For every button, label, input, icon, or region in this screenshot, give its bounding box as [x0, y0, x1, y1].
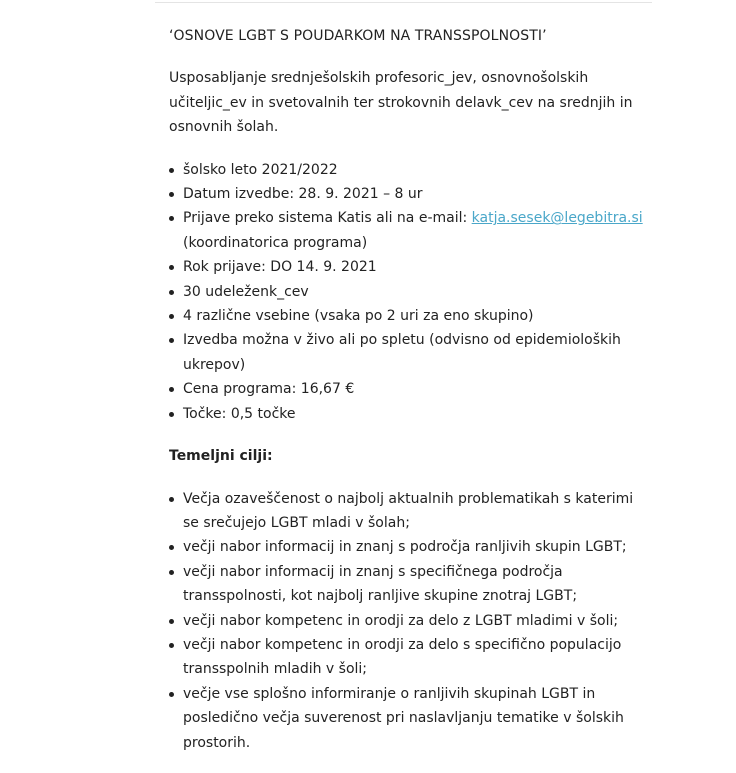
detail-school-year: šolsko leto 2021/2022 [169, 158, 649, 182]
program-details-list [169, 158, 649, 426]
goal-item: večji nabor kompetenc in orodji za delo s specifično populacijo transspolnih mladih v šoli; [169, 633, 635, 682]
contact-email-link[interactable]: katja.sesek@legebitra.si [471, 210, 643, 227]
detail-contents: 4 različne vsebine (vsaka po 2 uri za eno skupino) [169, 304, 649, 328]
goals-list [169, 487, 649, 755]
program-title: ‘OSNOVE LGBT S POUDARKOM NA TRANSSPOLNOSTI’ [169, 28, 547, 44]
detail-format: Izvedba možna v živo ali po spletu (odvisno od epidemioloških ukrepov) [169, 328, 649, 377]
article-content [169, 24, 649, 773]
detail-deadline: Rok prijave: DO 14. 9. 2021 [169, 255, 649, 279]
goals-heading: Temeljni cilji: [169, 448, 273, 465]
application-text: Prijave preko sistema Katis ali na e-mail: [183, 210, 472, 227]
goal-item: večji nabor informacij in znanj s specifičnega področja transspolnosti, kot najbolj ranljive skupine znotraj LGBT; [169, 560, 635, 609]
detail-price: Cena programa: 16,67 € [169, 377, 649, 401]
detail-participants: 30 udeleženk_cev [169, 280, 649, 304]
goal-item: večji nabor kompetenc in orodji za delo z LGBT mladimi v šoli; [169, 609, 635, 633]
detail-application [169, 206, 649, 255]
top-divider [155, 2, 652, 3]
detail-points: Točke: 0,5 točke [169, 402, 649, 426]
intro-paragraph: Usposabljanje srednješolskih profesoric_jev, osnovnošolskih učiteljic_ev in svetovalnih ter strokovnih delavk_cev na srednjih in osnovnih šolah. [169, 70, 633, 136]
detail-date: Datum izvedbe: 28. 9. 2021 – 8 ur [169, 182, 649, 206]
goal-item: Večja ozaveščenost o najbolj aktualnih problematikah s katerimi se srečujejo LGBT mladi v šolah; [169, 487, 635, 536]
goal-item: večji nabor informacij in znanj s področja ranljivih skupin LGBT; [169, 535, 635, 559]
coordinator-note: (koordinatorica programa) [183, 234, 368, 251]
goal-item: večje vse splošno informiranje o ranljivih skupinah LGBT in posledično večja suverenost pri naslavljanju tematike v šolskih prostorih. [169, 682, 635, 755]
